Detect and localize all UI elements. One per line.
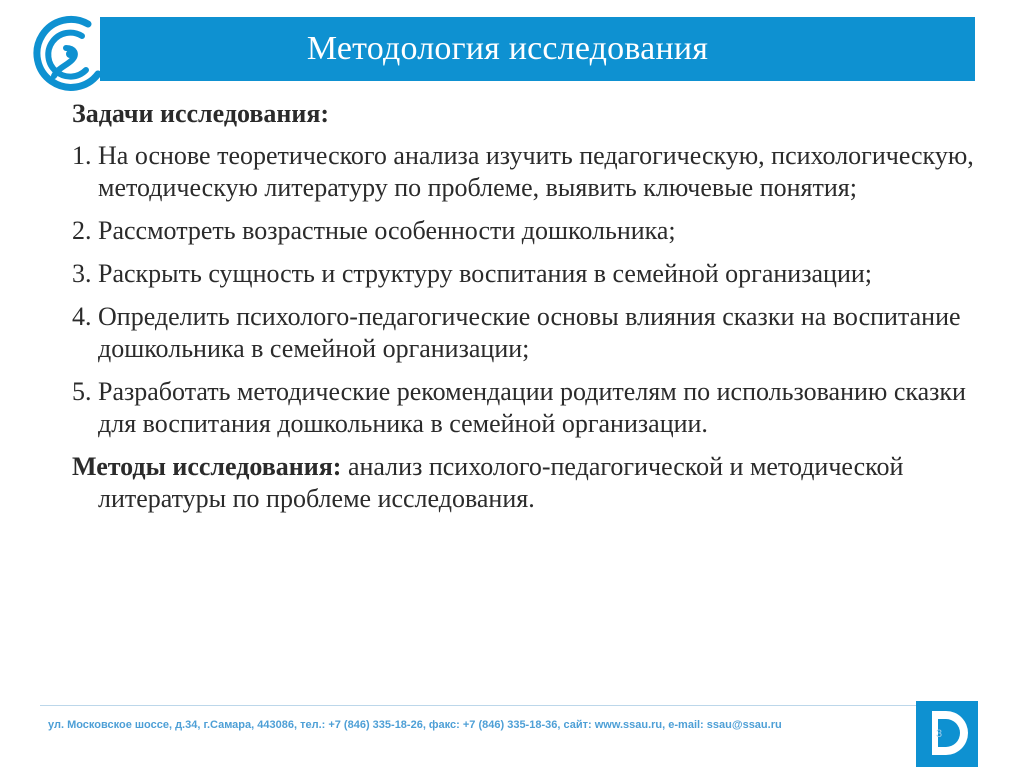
task-item-4: 4. Определить психолого-педагогические основы влияния сказки на воспитание дошкольника в семейной организации;: [72, 302, 961, 363]
task-item-3: 3. Раскрыть сущность и структуру воспитания в семейной организации;: [72, 259, 872, 288]
page-number: 3: [936, 728, 943, 740]
footer-divider: [40, 705, 950, 706]
methods-text: анализ психолого-педагогической и методической литературы по проблеме исследования.: [98, 452, 904, 513]
footer-contacts: ул. Московское шоссе, д.34, г.Самара, 443086, тел.: +7 (846) 335-18-26, факс: +7 (846) 335-18-36, сайт: www.ssau.ru, e-mail: ssau@ssau.ru: [48, 719, 782, 731]
title-bar: [100, 17, 975, 81]
task-item-2: 2. Рассмотреть возрастные особенности дошкольника;: [72, 216, 676, 245]
methods-label: Методы исследования:: [72, 452, 342, 481]
slide-content: [72, 98, 977, 515]
slide-title: Методология исследования: [306, 30, 709, 67]
tasks-heading: Задачи исследования:: [72, 99, 330, 128]
task-item-5: 5. Разработать методические рекомендации родителям по использованию сказки для воспитания дошкольника в семейной организации.: [72, 377, 966, 438]
methods-paragraph: [72, 451, 977, 515]
task-item-1: 1. На основе теоретического анализа изучить педагогическую, психологическую, методическую литературу по проблеме, выявить ключевые понятия;: [72, 141, 974, 202]
